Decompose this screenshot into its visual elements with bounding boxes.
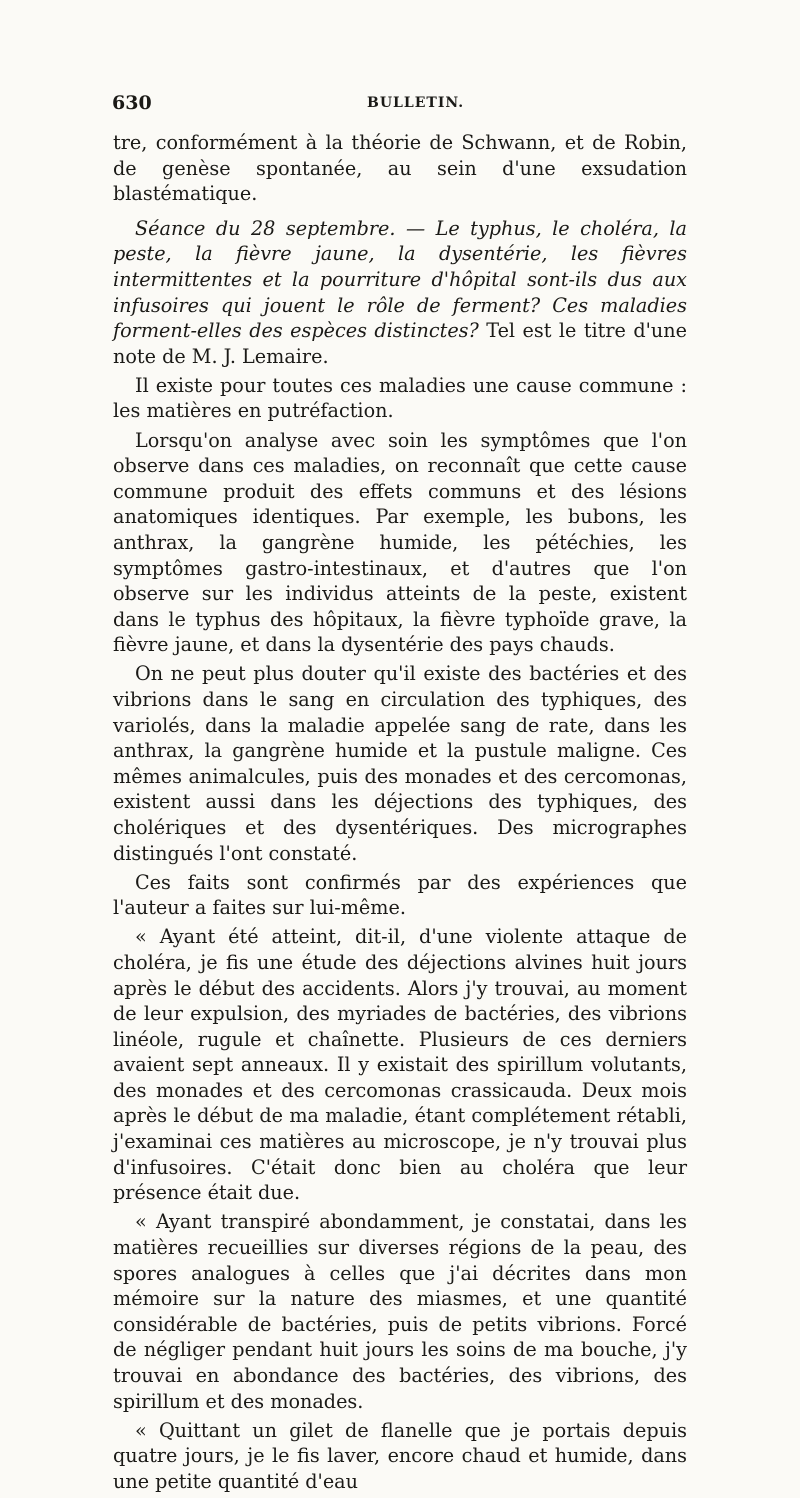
paragraph: « Ayant transpiré abondamment, je constatai, dans les matières recueillies sur diverses régions de la peau, des spores analogues à celles que j'ai décrites dans mon mémoire sur la nature des miasmes, et une quantité considérable de bactéries, puis de petits vibrions. Forcé de négliger pendant huit jours les soins de ma bouche, j'y trouvai en abondance des bactéries, des vibrions, des spirillum et des monades. xyxy=(113,1210,687,1413)
body-text xyxy=(113,130,687,1498)
seance-suffix: Tel est le titre d'une note de M. J. Lemaire. xyxy=(113,319,687,368)
page-number: 630 xyxy=(112,92,152,114)
seance-paragraph xyxy=(113,216,687,370)
running-title: BULLETIN. xyxy=(367,95,465,111)
seance-title: Séance du 28 septembre. — Le typhus, le choléra, la peste, la fièvre jaune, la dysentérie, les fièvres intermittentes et la pourriture d'hôpital sont-ils dus aux infusoires qui jouent le rôle de ferment? Ces maladies forment-elles des espèces distinctes? xyxy=(113,216,687,343)
paragraph: tre, conformément à la théorie de Schwann, et de Robin, de genèse spontanée, au sein d'une exsudation blastématique. xyxy=(113,131,687,206)
paragraph: Ces faits sont confirmés par des expériences que l'auteur a faites sur lui-même. xyxy=(113,870,687,920)
paragraph: « Quittant un gilet de flanelle que je portais depuis quatre jours, je le fis laver, encore chaud et humide, dans une petite quantité d'eau xyxy=(113,1418,687,1493)
paragraph: Il existe pour toutes ces maladies une cause commune : les matières en putréfaction. xyxy=(113,373,687,423)
paragraph: On ne peut plus douter qu'il existe des bactéries et des vibrions dans le sang en circulation des typhiques, des variolés, dans la maladie appelée sang de rate, dans les anthrax, la gangrène humide et la pustule maligne. Ces mêmes animalcules, puis des monades et des cercomonas, existent aussi dans les déjections des typhiques, des cholériques et des dysentériques. Des micrographes distingués l'ont constaté. xyxy=(113,662,687,865)
paragraph: Lorsqu'on analyse avec soin les symptômes que l'on observe dans ces maladies, on reconnaît que cette cause commune produit des effets communs et des lésions anatomiques identiques. Par exemple, les bubons, les anthrax, la gangrène humide, les pétéchies, les symptômes gastro-intestinaux, et d'autres que l'on observe sur les individus atteints de la peste, existent dans le typhus des hôpitaux, la fièvre typhoïde grave, la fièvre jaune, et dans la dysentérie des pays chauds. xyxy=(113,428,687,657)
page-header xyxy=(112,92,688,118)
paragraph: « Ayant été atteint, dit-il, d'une violente attaque de choléra, je fis une étude des déjections alvines huit jours après le début des accidents. Alors j'y trouvai, au moment de leur expulsion, des myriades de bactéries, des vibrions linéole, rugule et chaînette. Plusieurs de ces derniers avaient sept anneaux. Il y existait des spirillum volutants, des monades et des cercomonas crassicauda. Deux mois après le début de ma maladie, étant complétement rétabli, j'examinai ces matières au microscope, je n'y trouvai plus d'infusoires. C'était donc bien au choléra que leur présence était due. xyxy=(113,925,687,1205)
